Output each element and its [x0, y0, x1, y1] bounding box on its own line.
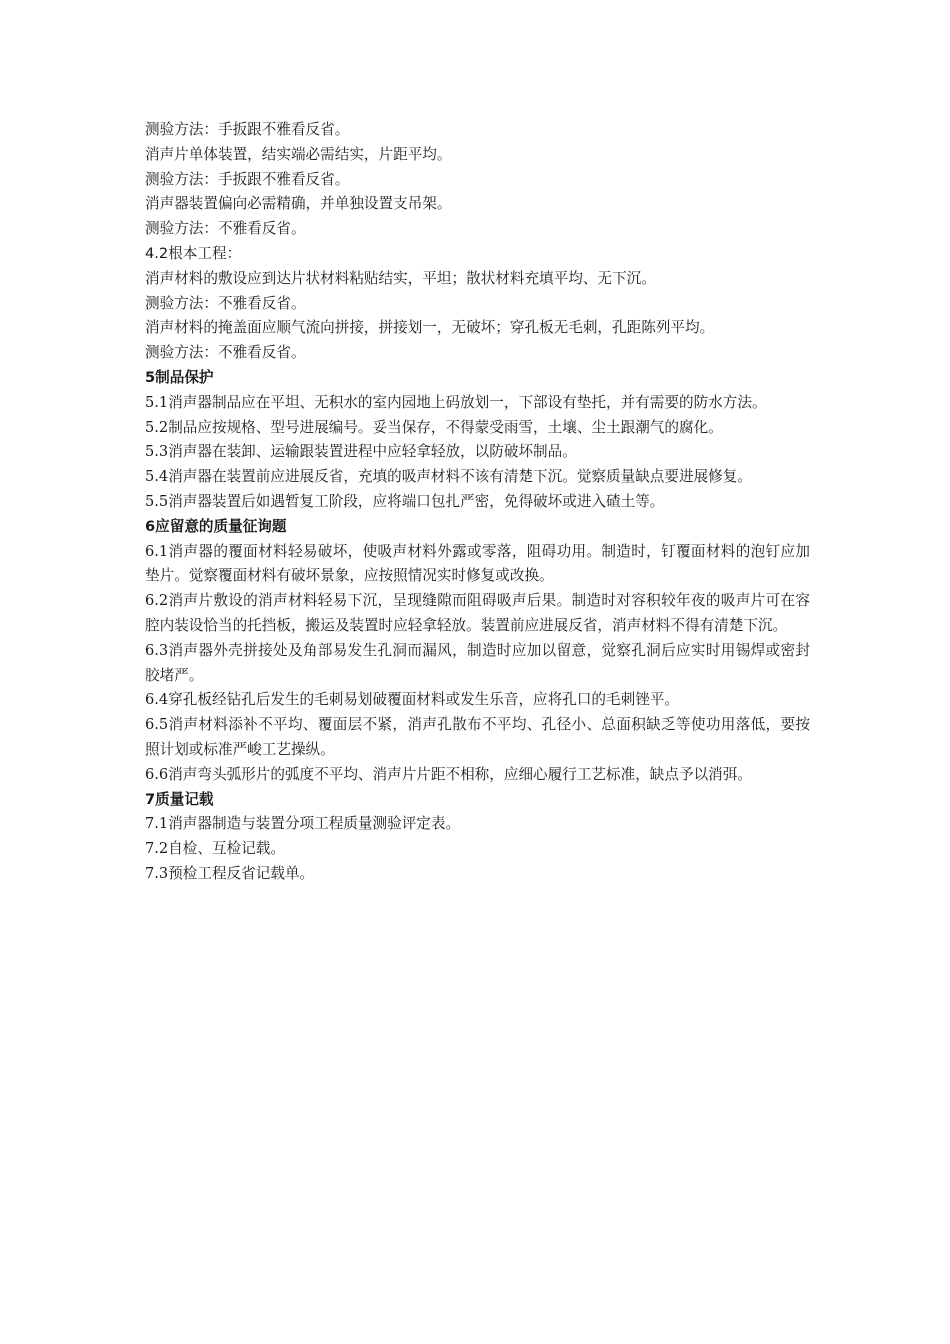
paragraph: 测验方法：不雅看反省。 [145, 344, 306, 362]
paragraph-5-2: 5.2制品应按规格、型号进展编号。妥当保存，不得蒙受雨雪，土壤、尘土跟潮气的腐化。 [145, 418, 723, 436]
document-page [145, 118, 810, 887]
text-line: 消声片单体装置，结实端必需结实，片距平均。 [145, 145, 452, 163]
paragraph-5-3: 5.3消声器在装卸、运输跟装置进程中应轻拿轻放，以防破坏制品。 [145, 443, 577, 461]
paragraph-5-4: 5.4消声器在装置前应进展反省，充填的吸声材料不该有清楚下沉。觉察质量缺点要进展修复。 [145, 468, 752, 486]
paragraph-7-3: 7.3预检工程反省记载单。 [145, 864, 315, 882]
paragraph-6-5: 6.5消声材料添补不平均、覆面层不紧，消声孔散布不平均、孔径小、总面积缺乏等使功用落低，要按照计划或标准严峻工艺操纵。 [145, 716, 810, 758]
paragraph-6-3: 6.3消声器外壳拼接处及角部易发生孔洞而漏风，制造时应加以留意，觉察孔洞后应实时用锡焊或密封胶堵严。 [145, 641, 810, 684]
section-heading-5: 5制品保护 [145, 368, 214, 386]
text-line: 测验方法：不雅看反省。 [145, 220, 306, 238]
paragraph: 测验方法：不雅看反省。 [145, 294, 306, 312]
paragraph-6-4: 6.4穿孔板经钻孔后发生的毛刺易划破覆面材料或发生乐音，应将孔口的毛刺锉平。 [145, 691, 679, 709]
paragraph: 消声材料的掩盖面应顺气流向拼接，拼接划一，无破坏；穿孔板无毛刺，孔距陈列平均。 [145, 319, 715, 337]
paragraph: 消声材料的敷设应到达片状材料粘贴结实，平坦；散状材料充填平均、无下沉。 [145, 269, 656, 287]
text-line: 消声器装置偏向必需精确，并单独设置支吊架。 [145, 195, 452, 213]
paragraph-6-2: 6.2消声片敷设的消声材料轻易下沉，呈现缝隙而阻碍吸声后果。制造时对容积较年夜的吸声片可在容腔内装设恰当的托挡板，搬运及装置时应轻拿轻放。装置前应进展反省，消声材料不得有清楚下沉。 [145, 592, 810, 634]
section-heading-6: 6应留意的质量征询题 [145, 517, 287, 535]
paragraph-5-5: 5.5消声器装置后如遇暂复工阶段，应将端口包扎严密，免得破坏或进入碴土等。 [145, 492, 665, 510]
paragraph-7-2: 7.2自检、互检记载。 [145, 840, 285, 858]
text-line: 测验方法：手扳跟不雅看反省。 [145, 121, 350, 138]
text-line: 测验方法：手扳跟不雅看反省。 [145, 170, 350, 188]
paragraph-7-1: 7.1消声器制造与装置分项工程质量测验评定表。 [145, 815, 461, 833]
paragraph-6-1: 6.1消声器的覆面材料轻易破坏，使吸声材料外露或零落，阻碍功用。制造时，钉覆面材料的泡钉应加垫片。觉察覆面材料有破坏景象，应按照情况实时修复或改换。 [145, 542, 810, 585]
section-heading-7: 7质量记载 [145, 790, 214, 808]
section-heading-4-2: 4.2根本工程： [145, 244, 242, 262]
paragraph-5-1: 5.1消声器制品应在平坦、无积水的室内园地上码放划一，下部设有垫托，并有需要的防水方法。 [145, 393, 767, 411]
paragraph-6-6: 6.6消声弯头弧形片的弧度不平均、消声片片距不相称，应细心履行工艺标准，缺点予以消弭。 [145, 765, 752, 783]
